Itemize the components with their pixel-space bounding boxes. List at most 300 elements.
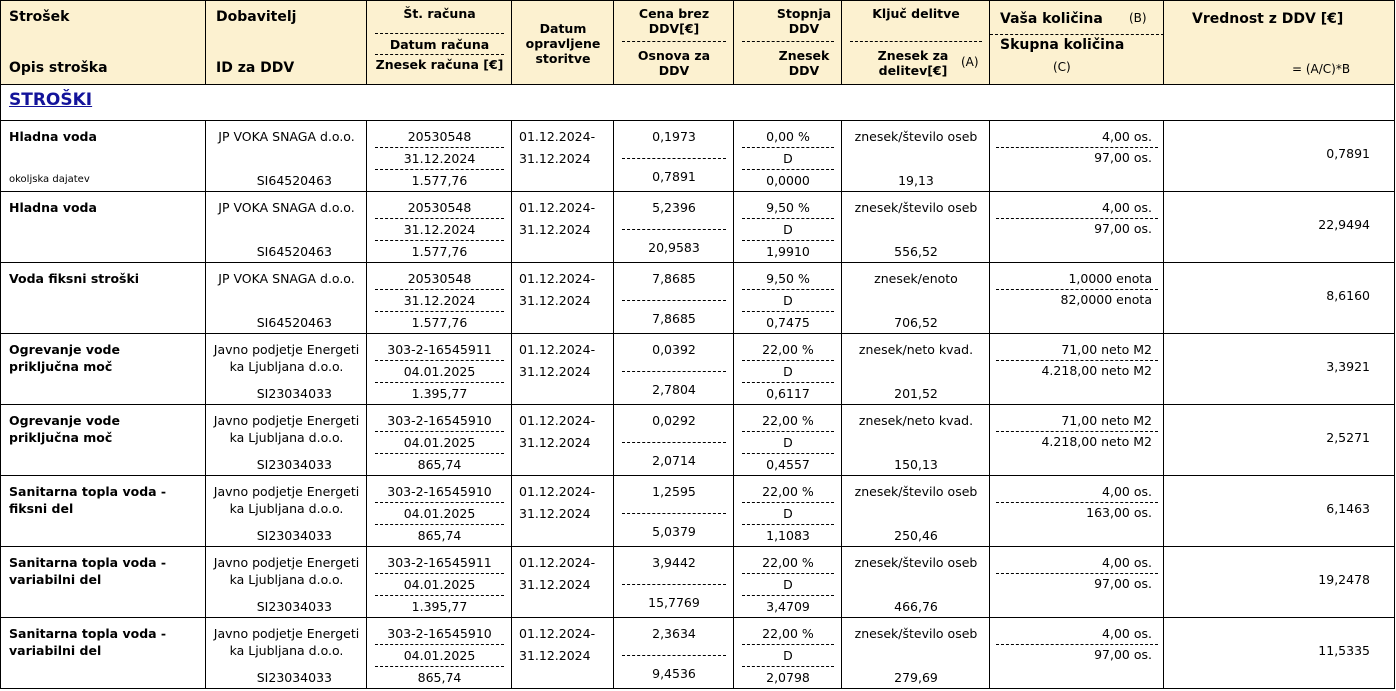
period-from: 01.12.2024- [519, 200, 596, 215]
period-from: 01.12.2024- [519, 555, 596, 570]
vat-rate: 22,00 % [762, 484, 814, 499]
value-with-vat: 0,7891 [1326, 146, 1370, 161]
cell-divider [742, 382, 834, 383]
table-row [0, 121, 1395, 192]
cell-divider [375, 360, 504, 361]
cell-split-key [842, 547, 990, 617]
section-title-stroski: STROŠKI [9, 90, 93, 110]
invoice-amount: 865,74 [417, 670, 462, 685]
value-with-vat: 19,2478 [1318, 572, 1370, 587]
vat-base: 15,7769 [648, 595, 700, 610]
value-with-vat: 8,6160 [1326, 288, 1370, 303]
cell-service-period [512, 192, 614, 262]
split-key: znesek/neto kvad. [858, 413, 974, 428]
price-without-vat: 2,3634 [652, 626, 696, 641]
split-amount: 250,46 [894, 528, 938, 543]
cell-divider [996, 502, 1158, 503]
value-with-vat: 3,3921 [1326, 359, 1370, 374]
cell-service-period [512, 334, 614, 404]
cell-vat [734, 547, 842, 617]
cell-divider [996, 218, 1158, 219]
header-col-dobavitelj [206, 1, 367, 84]
cell-supplier [206, 263, 367, 333]
supplier-line1: Javno podjetje Energeti [213, 626, 360, 641]
price-without-vat: 0,0392 [652, 342, 696, 357]
cell-divider [742, 644, 834, 645]
cost-name-line1: Voda fiksni stroški [9, 271, 140, 286]
cell-value-with-vat [1164, 263, 1396, 333]
cell-quantity [990, 547, 1164, 617]
cell-divider [996, 289, 1158, 290]
vat-amount: 0,0000 [766, 173, 810, 188]
cell-divider [375, 240, 504, 241]
cell-cost-name [1, 121, 206, 191]
cell-quantity [990, 192, 1164, 262]
cell-divider [375, 147, 504, 148]
vat-code: D [783, 577, 793, 592]
cost-name-line2: fiksni del [9, 501, 74, 516]
value-with-vat: 2,5271 [1326, 430, 1370, 445]
invoice-amount: 865,74 [417, 528, 462, 543]
cell-divider [996, 644, 1158, 645]
cell-divider [622, 442, 726, 443]
your-quantity: 4,00 os. [1102, 200, 1152, 215]
supplier-vat-id: SI23034033 [256, 670, 332, 685]
cell-value-with-vat [1164, 192, 1396, 262]
cost-name-line1: Sanitarna topla voda - [9, 484, 167, 499]
your-quantity: 71,00 neto M2 [1061, 342, 1152, 357]
cell-invoice [367, 547, 512, 617]
table-row [0, 476, 1395, 547]
cell-price [614, 405, 734, 475]
cell-supplier [206, 405, 367, 475]
price-without-vat: 5,2396 [652, 200, 696, 215]
cell-divider [996, 360, 1158, 361]
cell-vat [734, 476, 842, 546]
cell-supplier [206, 476, 367, 546]
split-key: znesek/število oseb [854, 200, 978, 215]
invoice-date: 04.01.2025 [403, 435, 476, 450]
header-col-cena [614, 1, 734, 84]
header-dobavitelj: Dobavitelj [216, 9, 297, 25]
header-vasa-kolicina: Vaša količina [1000, 11, 1103, 27]
cell-supplier [206, 334, 367, 404]
price-without-vat: 7,8685 [652, 271, 696, 286]
invoice-amount: 1.395,77 [411, 386, 468, 401]
split-key: znesek/število oseb [854, 626, 978, 641]
your-quantity: 4,00 os. [1102, 626, 1152, 641]
cost-name-line2: priključna moč [9, 359, 113, 374]
cell-service-period [512, 618, 614, 688]
header-col-datum-storitve [512, 1, 614, 84]
table-row [0, 263, 1395, 334]
vat-rate: 22,00 % [762, 555, 814, 570]
cell-cost-name [1, 334, 206, 404]
invoice-amount: 865,74 [417, 457, 462, 472]
cell-invoice [367, 263, 512, 333]
invoice-number: 303-2-16545910 [387, 413, 492, 428]
cell-split-key [842, 618, 990, 688]
period-to: 31.12.2024 [519, 293, 591, 308]
split-amount: 279,69 [894, 670, 938, 685]
cell-divider [622, 513, 726, 514]
supplier-line1: Javno podjetje Energeti [213, 484, 360, 499]
split-amount: 556,52 [894, 244, 938, 259]
header-stopnja-ddv: Stopnja DDV [776, 6, 832, 36]
header-col-kolicina [990, 1, 1164, 84]
period-from: 01.12.2024- [519, 484, 596, 499]
split-key: znesek/število oseb [854, 555, 978, 570]
cell-vat [734, 121, 842, 191]
vat-base: 2,7804 [652, 382, 696, 397]
cell-vat [734, 263, 842, 333]
cell-cost-name [1, 405, 206, 475]
cell-divider [996, 147, 1158, 148]
cost-name-line1: Hladna voda [9, 129, 97, 144]
cell-divider [742, 524, 834, 525]
split-key: znesek/enoto [874, 271, 958, 286]
vat-amount: 2,0798 [766, 670, 810, 685]
cell-divider [375, 644, 504, 645]
your-quantity: 4,00 os. [1102, 129, 1152, 144]
cell-split-key [842, 476, 990, 546]
cell-value-with-vat [1164, 547, 1396, 617]
header-col-kljuc [842, 1, 990, 84]
supplier-line2: ka Ljubljana d.o.o. [229, 572, 344, 587]
cell-split-key [842, 334, 990, 404]
cell-split-key [842, 405, 990, 475]
header-st-racuna: Št. računa [403, 6, 476, 21]
table-row [0, 334, 1395, 405]
table-row [0, 405, 1395, 476]
supplier-vat-id: SI23034033 [256, 386, 332, 401]
cell-invoice [367, 476, 512, 546]
cell-service-period [512, 547, 614, 617]
cell-divider [742, 218, 834, 219]
vat-base: 5,0379 [652, 524, 696, 539]
period-to: 31.12.2024 [519, 364, 591, 379]
supplier-vat-id: SI64520463 [256, 315, 332, 330]
cell-divider [996, 573, 1158, 574]
cell-price [614, 121, 734, 191]
header-znesek-racuna: Znesek računa [€] [375, 57, 504, 72]
cell-service-period [512, 263, 614, 333]
total-quantity: 97,00 os. [1094, 647, 1152, 662]
cell-cost-name [1, 547, 206, 617]
supplier-vat-id: SI23034033 [256, 457, 332, 472]
cell-divider [375, 218, 504, 219]
vat-rate: 9,50 % [766, 200, 810, 215]
header-formula: = (A/C)*B [1292, 62, 1351, 76]
vat-amount: 3,4709 [766, 599, 810, 614]
vat-rate: 22,00 % [762, 413, 814, 428]
split-key: znesek/število oseb [854, 129, 978, 144]
table-row [0, 618, 1395, 689]
vat-code: D [783, 222, 793, 237]
split-amount: 19,13 [898, 173, 934, 188]
invoice-date: 31.12.2024 [403, 222, 476, 237]
header-mark-c: (C) [1053, 60, 1071, 74]
split-amount: 201,52 [894, 386, 938, 401]
supplier-line1: JP VOKA SNAGA d.o.o. [218, 271, 355, 286]
cell-quantity [990, 121, 1164, 191]
total-quantity: 4.218,00 neto M2 [1041, 434, 1152, 449]
table-header [0, 0, 1395, 85]
header-znesek-za-delitev: Znesek za delitev[€] [877, 48, 949, 78]
cost-name-line2: variabilni del [9, 572, 102, 587]
header-znesek-ddv: Znesek DDV [778, 48, 830, 78]
cost-name-line2: priključna moč [9, 430, 113, 445]
vat-code: D [783, 506, 793, 521]
vat-base: 7,8685 [652, 311, 696, 326]
invoice-number: 303-2-16545911 [387, 342, 492, 357]
cell-cost-name [1, 263, 206, 333]
cell-divider [375, 524, 504, 525]
cell-service-period [512, 121, 614, 191]
header-cena-brez-ddv: Cena brez DDV[€] [638, 6, 710, 36]
header-col-racun [367, 1, 512, 84]
cell-quantity [990, 476, 1164, 546]
total-quantity: 97,00 os. [1094, 221, 1152, 236]
cell-divider [375, 311, 504, 312]
header-datum-racuna: Datum računa [389, 37, 490, 52]
cell-divider [742, 666, 834, 667]
total-quantity: 4.218,00 neto M2 [1041, 363, 1152, 378]
cell-invoice [367, 192, 512, 262]
cell-invoice [367, 121, 512, 191]
header-divider [622, 41, 726, 42]
header-col-strosek [1, 1, 206, 84]
total-quantity: 97,00 os. [1094, 150, 1152, 165]
cell-divider [375, 502, 504, 503]
cell-divider [375, 431, 504, 432]
vat-amount: 1,9910 [766, 244, 810, 259]
split-key: znesek/neto kvad. [858, 342, 974, 357]
period-to: 31.12.2024 [519, 151, 591, 166]
supplier-line2: ka Ljubljana d.o.o. [229, 643, 344, 658]
invoice-number: 303-2-16545910 [387, 484, 492, 499]
vat-rate: 22,00 % [762, 626, 814, 641]
invoice-date: 31.12.2024 [403, 293, 476, 308]
supplier-vat-id: SI23034033 [256, 528, 332, 543]
cell-quantity [990, 334, 1164, 404]
vat-amount: 0,4557 [766, 457, 810, 472]
price-without-vat: 3,9442 [652, 555, 696, 570]
cost-name-line2: variabilni del [9, 643, 102, 658]
supplier-vat-id: SI23034033 [256, 599, 332, 614]
cell-divider [742, 453, 834, 454]
cell-price [614, 263, 734, 333]
vat-base: 0,7891 [652, 169, 696, 184]
supplier-line2: ka Ljubljana d.o.o. [229, 501, 344, 516]
cell-value-with-vat [1164, 405, 1396, 475]
cell-divider [622, 655, 726, 656]
period-from: 01.12.2024- [519, 342, 596, 357]
cell-divider [375, 595, 504, 596]
cell-vat [734, 405, 842, 475]
price-without-vat: 1,2595 [652, 484, 696, 499]
cell-value-with-vat [1164, 334, 1396, 404]
cell-quantity [990, 618, 1164, 688]
supplier-line2: ka Ljubljana d.o.o. [229, 359, 344, 374]
supplier-vat-id: SI64520463 [256, 173, 332, 188]
supplier-line1: Javno podjetje Energeti [213, 555, 360, 570]
invoice-date: 04.01.2025 [403, 577, 476, 592]
price-without-vat: 0,0292 [652, 413, 696, 428]
total-quantity: 163,00 os. [1086, 505, 1152, 520]
header-mark-a: (A) [961, 55, 979, 69]
total-quantity: 97,00 os. [1094, 576, 1152, 591]
cell-divider [996, 431, 1158, 432]
cell-invoice [367, 405, 512, 475]
cell-price [614, 476, 734, 546]
invoice-number: 20530548 [407, 200, 472, 215]
cell-divider [375, 453, 504, 454]
period-from: 01.12.2024- [519, 271, 596, 286]
cell-supplier [206, 192, 367, 262]
header-mark-b: (B) [1129, 11, 1147, 25]
header-vrednost-z-ddv: Vrednost z DDV [€] [1192, 11, 1344, 27]
cell-cost-name [1, 476, 206, 546]
your-quantity: 71,00 neto M2 [1061, 413, 1152, 428]
header-divider [742, 41, 834, 42]
cell-split-key [842, 192, 990, 262]
cell-vat [734, 192, 842, 262]
cell-divider [622, 584, 726, 585]
invoice-amount: 1.395,77 [411, 599, 468, 614]
cell-cost-name [1, 618, 206, 688]
period-to: 31.12.2024 [519, 506, 591, 521]
invoice-number: 20530548 [407, 129, 472, 144]
cost-name-line1: Hladna voda [9, 200, 97, 215]
cell-divider [375, 289, 504, 290]
vat-amount: 0,6117 [766, 386, 810, 401]
vat-base: 20,9583 [648, 240, 700, 255]
cell-vat [734, 618, 842, 688]
split-amount: 706,52 [894, 315, 938, 330]
cell-divider [742, 289, 834, 290]
cell-value-with-vat [1164, 618, 1396, 688]
period-to: 31.12.2024 [519, 222, 591, 237]
header-skupna-kolicina: Skupna količina [1000, 37, 1125, 53]
header-opis-stroska: Opis stroška [9, 60, 108, 76]
cell-divider [375, 382, 504, 383]
invoice-date: 31.12.2024 [403, 151, 476, 166]
your-quantity: 4,00 os. [1102, 555, 1152, 570]
invoice-number: 303-2-16545910 [387, 626, 492, 641]
vat-amount: 1,1083 [766, 528, 810, 543]
cell-divider [622, 371, 726, 372]
cell-supplier [206, 618, 367, 688]
cell-value-with-vat [1164, 121, 1396, 191]
table-row [0, 192, 1395, 263]
value-with-vat: 22,9494 [1318, 217, 1370, 232]
vat-rate: 9,50 % [766, 271, 810, 286]
supplier-line1: JP VOKA SNAGA d.o.o. [218, 129, 355, 144]
cell-divider [742, 147, 834, 148]
cost-note: okoljska dajatev [9, 174, 90, 185]
vat-rate: 0,00 % [766, 129, 810, 144]
period-to: 31.12.2024 [519, 435, 591, 450]
period-from: 01.12.2024- [519, 413, 596, 428]
your-quantity: 4,00 os. [1102, 484, 1152, 499]
invoice-amount: 1.577,76 [411, 173, 468, 188]
supplier-line1: Javno podjetje Energeti [213, 413, 360, 428]
cell-divider [375, 666, 504, 667]
cost-name-line1: Sanitarna topla voda - [9, 626, 167, 641]
vat-base: 9,4536 [652, 666, 696, 681]
cell-supplier [206, 121, 367, 191]
invoice-date: 04.01.2025 [403, 364, 476, 379]
header-divider [375, 33, 504, 34]
cost-name-line1: Ogrevanje vode [9, 342, 120, 357]
cell-divider [742, 360, 834, 361]
header-col-vrednost [1164, 1, 1396, 84]
period-from: 01.12.2024- [519, 129, 596, 144]
invoice-amount: 1.577,76 [411, 244, 468, 259]
cell-price [614, 334, 734, 404]
cell-divider [742, 573, 834, 574]
header-datum-storitve: Datum opravljene storitve [525, 21, 601, 66]
vat-code: D [783, 364, 793, 379]
cell-split-key [842, 263, 990, 333]
supplier-vat-id: SI64520463 [256, 244, 332, 259]
split-amount: 150,13 [894, 457, 938, 472]
section-heading [0, 85, 1395, 121]
cell-vat [734, 334, 842, 404]
vat-rate: 22,00 % [762, 342, 814, 357]
cell-divider [375, 169, 504, 170]
header-osnova-za-ddv: Osnova za DDV [637, 48, 711, 78]
vat-code: D [783, 293, 793, 308]
vat-code: D [783, 151, 793, 166]
cell-value-with-vat [1164, 476, 1396, 546]
invoice-date: 04.01.2025 [403, 506, 476, 521]
cell-price [614, 192, 734, 262]
cell-invoice [367, 334, 512, 404]
header-divider [850, 41, 982, 42]
cell-cost-name [1, 192, 206, 262]
header-strosek: Strošek [9, 9, 70, 25]
supplier-line1: Javno podjetje Energeti [213, 342, 360, 357]
period-to: 31.12.2024 [519, 648, 591, 663]
cell-divider [742, 169, 834, 170]
header-divider [375, 54, 504, 55]
header-divider [990, 34, 1164, 35]
vat-code: D [783, 648, 793, 663]
cell-divider [622, 158, 726, 159]
cell-divider [375, 573, 504, 574]
cell-split-key [842, 121, 990, 191]
cell-divider [622, 229, 726, 230]
header-id-za-ddv: ID za DDV [216, 60, 295, 76]
cell-invoice [367, 618, 512, 688]
cell-service-period [512, 476, 614, 546]
invoice-number: 303-2-16545911 [387, 555, 492, 570]
value-with-vat: 11,5335 [1318, 643, 1370, 658]
invoice-date: 04.01.2025 [403, 648, 476, 663]
cell-divider [742, 502, 834, 503]
your-quantity: 1,0000 enota [1068, 271, 1152, 286]
period-to: 31.12.2024 [519, 577, 591, 592]
cell-divider [622, 300, 726, 301]
header-kljuc-delitve: Ključ delitve [872, 6, 960, 21]
vat-base: 2,0714 [652, 453, 696, 468]
cell-price [614, 547, 734, 617]
cell-quantity [990, 405, 1164, 475]
total-quantity: 82,0000 enota [1060, 292, 1152, 307]
split-key: znesek/število oseb [854, 484, 978, 499]
